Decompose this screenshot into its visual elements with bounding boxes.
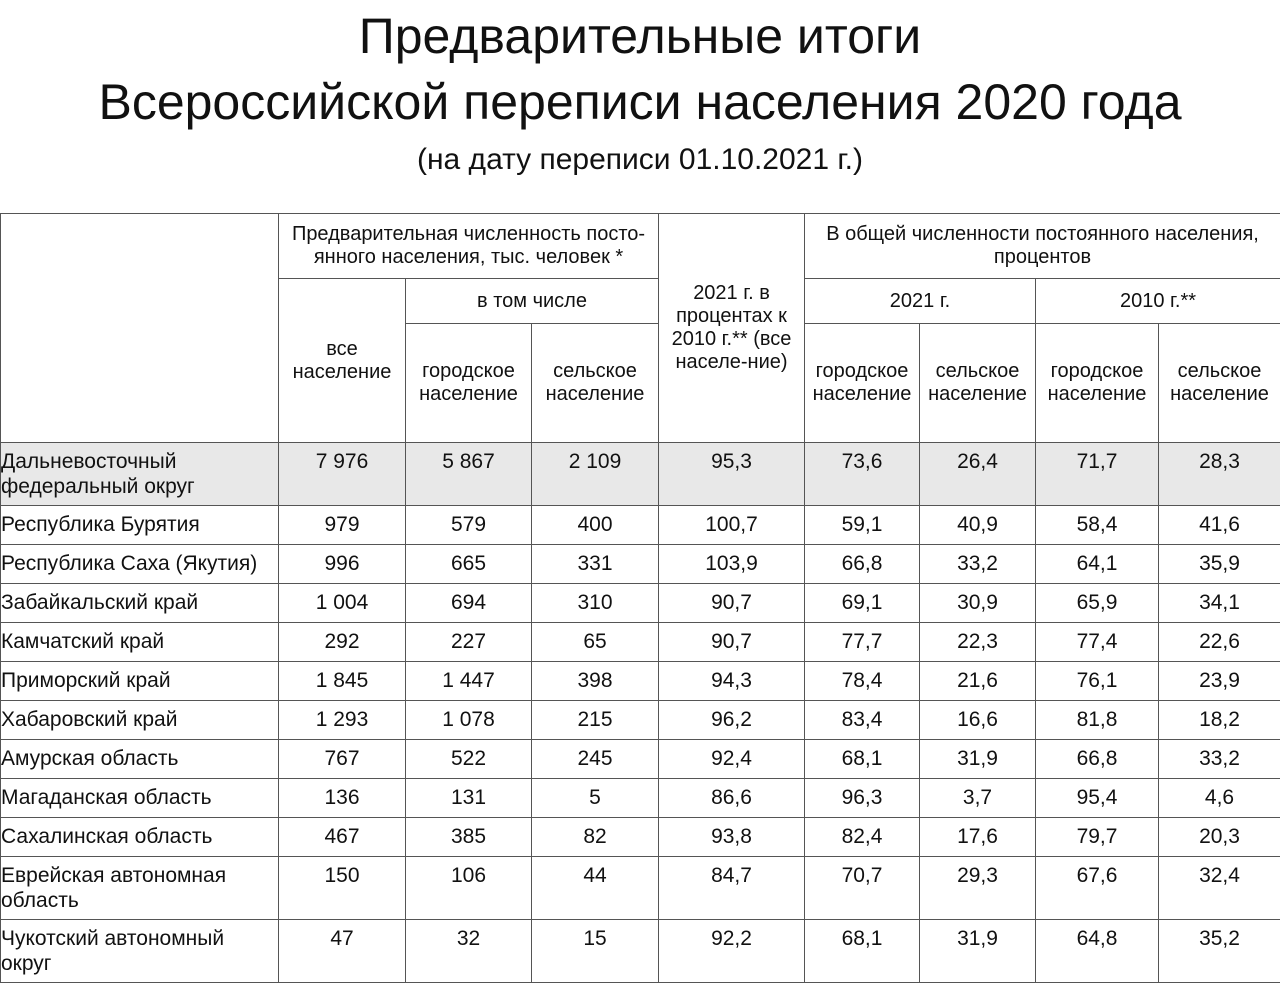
- cell-rural-2010: 35,9: [1159, 545, 1280, 584]
- cell-urban-2021: 73,6: [805, 443, 920, 506]
- region-name: Амурская область: [1, 740, 279, 779]
- cell-pct: 100,7: [659, 506, 805, 545]
- table-row: [1, 920, 1280, 983]
- table-row: [1, 545, 1280, 584]
- cell-rural-2010: 22,6: [1159, 623, 1280, 662]
- cell-urban-2021: 68,1: [805, 920, 920, 983]
- cell-pct: 93,8: [659, 818, 805, 857]
- cell-pct: 90,7: [659, 623, 805, 662]
- cell-pct: 103,9: [659, 545, 805, 584]
- cell-urban-2021: 70,7: [805, 857, 920, 920]
- cell-all: 136: [279, 779, 406, 818]
- table-row: [1, 779, 1280, 818]
- cell-all: 996: [279, 545, 406, 584]
- cell-urban: 665: [406, 545, 532, 584]
- cell-pct: 90,7: [659, 584, 805, 623]
- cell-urban-2021: 69,1: [805, 584, 920, 623]
- header-all-population: все население: [279, 279, 406, 443]
- region-name: Дальневосточный федеральный округ: [1, 443, 279, 506]
- cell-rural: 215: [532, 701, 659, 740]
- header-share-group: В общей численности постоянного населения, процентов: [805, 214, 1280, 279]
- header-urban: городское население: [406, 324, 532, 443]
- region-name: Сахалинская область: [1, 818, 279, 857]
- cell-rural-2021: 16,6: [920, 701, 1036, 740]
- cell-urban: 227: [406, 623, 532, 662]
- cell-pct: 86,6: [659, 779, 805, 818]
- table-row: [1, 584, 1280, 623]
- cell-rural-2021: 26,4: [920, 443, 1036, 506]
- cell-urban-2010: 71,7: [1036, 443, 1159, 506]
- header-year-2010: 2010 г.**: [1036, 279, 1280, 324]
- region-name: Забайкальский край: [1, 584, 279, 623]
- cell-rural-2021: 30,9: [920, 584, 1036, 623]
- region-name: Республика Саха (Якутия): [1, 545, 279, 584]
- cell-rural: 310: [532, 584, 659, 623]
- cell-rural: 44: [532, 857, 659, 920]
- region-name: Чукотский автономный округ: [1, 920, 279, 983]
- cell-urban: 1 078: [406, 701, 532, 740]
- table-row: [1, 443, 1280, 506]
- cell-urban-2010: 76,1: [1036, 662, 1159, 701]
- cell-all: 1 845: [279, 662, 406, 701]
- header-rural: сельское население: [532, 324, 659, 443]
- cell-rural: 65: [532, 623, 659, 662]
- table-row: [1, 740, 1280, 779]
- cell-rural-2021: 22,3: [920, 623, 1036, 662]
- region-name: Камчатский край: [1, 623, 279, 662]
- table-header: [1, 214, 1280, 443]
- cell-all: 47: [279, 920, 406, 983]
- cell-rural-2021: 40,9: [920, 506, 1036, 545]
- cell-rural-2021: 31,9: [920, 740, 1036, 779]
- cell-urban: 579: [406, 506, 532, 545]
- cell-rural: 5: [532, 779, 659, 818]
- cell-rural: 15: [532, 920, 659, 983]
- table-row: [1, 623, 1280, 662]
- cell-pct: 94,3: [659, 662, 805, 701]
- table-row: [1, 701, 1280, 740]
- cell-urban-2010: 67,6: [1036, 857, 1159, 920]
- cell-rural-2010: 28,3: [1159, 443, 1280, 506]
- cell-rural-2010: 35,2: [1159, 920, 1280, 983]
- page-title-line-1: Предварительные итоги: [0, 6, 1280, 66]
- table-row: [1, 818, 1280, 857]
- cell-urban: 131: [406, 779, 532, 818]
- cell-rural: 82: [532, 818, 659, 857]
- table-row: [1, 857, 1280, 920]
- header-urban-2010: городское население: [1036, 324, 1159, 443]
- cell-rural-2021: 17,6: [920, 818, 1036, 857]
- cell-pct: 96,2: [659, 701, 805, 740]
- cell-urban-2021: 59,1: [805, 506, 920, 545]
- header-rural-2021: сельское население: [920, 324, 1036, 443]
- cell-urban-2021: 78,4: [805, 662, 920, 701]
- region-name: Магаданская область: [1, 779, 279, 818]
- region-name: Еврейская автономная область: [1, 857, 279, 920]
- cell-rural-2010: 18,2: [1159, 701, 1280, 740]
- cell-all: 7 976: [279, 443, 406, 506]
- header-rural-2010: сельское население: [1159, 324, 1280, 443]
- cell-rural-2010: 20,3: [1159, 818, 1280, 857]
- cell-rural: 398: [532, 662, 659, 701]
- cell-rural-2010: 32,4: [1159, 857, 1280, 920]
- cell-urban: 385: [406, 818, 532, 857]
- cell-all: 767: [279, 740, 406, 779]
- cell-rural-2010: 41,6: [1159, 506, 1280, 545]
- cell-rural: 331: [532, 545, 659, 584]
- cell-rural: 2 109: [532, 443, 659, 506]
- cell-rural-2021: 21,6: [920, 662, 1036, 701]
- region-name: Хабаровский край: [1, 701, 279, 740]
- census-table: [0, 213, 1280, 983]
- cell-urban: 1 447: [406, 662, 532, 701]
- cell-urban-2010: 64,8: [1036, 920, 1159, 983]
- header-pct-2010: 2021 г. в процентах к 2010 г.** (все населе-ние): [659, 214, 805, 443]
- cell-urban-2021: 77,7: [805, 623, 920, 662]
- cell-rural: 400: [532, 506, 659, 545]
- cell-urban-2021: 82,4: [805, 818, 920, 857]
- page-subtitle: (на дату переписи 01.10.2021 г.): [0, 140, 1280, 180]
- cell-pct: 95,3: [659, 443, 805, 506]
- cell-all: 1 004: [279, 584, 406, 623]
- cell-rural-2010: 34,1: [1159, 584, 1280, 623]
- cell-urban-2010: 77,4: [1036, 623, 1159, 662]
- cell-all: 467: [279, 818, 406, 857]
- cell-urban-2021: 96,3: [805, 779, 920, 818]
- cell-all: 1 293: [279, 701, 406, 740]
- cell-urban-2021: 83,4: [805, 701, 920, 740]
- cell-rural-2021: 33,2: [920, 545, 1036, 584]
- cell-urban-2010: 58,4: [1036, 506, 1159, 545]
- region-name: Республика Бурятия: [1, 506, 279, 545]
- cell-urban-2010: 66,8: [1036, 740, 1159, 779]
- header-including: в том числе: [406, 279, 659, 324]
- cell-urban-2021: 66,8: [805, 545, 920, 584]
- cell-rural-2021: 29,3: [920, 857, 1036, 920]
- page-title-line-2: Всероссийской переписи населения 2020 года: [0, 72, 1280, 132]
- header-year-2021: 2021 г.: [805, 279, 1036, 324]
- cell-urban-2021: 68,1: [805, 740, 920, 779]
- cell-pct: 84,7: [659, 857, 805, 920]
- header-region-cell: [1, 214, 279, 443]
- cell-rural-2010: 23,9: [1159, 662, 1280, 701]
- cell-urban: 522: [406, 740, 532, 779]
- cell-urban: 106: [406, 857, 532, 920]
- cell-urban-2010: 95,4: [1036, 779, 1159, 818]
- cell-all: 292: [279, 623, 406, 662]
- cell-urban: 32: [406, 920, 532, 983]
- cell-rural-2010: 4,6: [1159, 779, 1280, 818]
- cell-urban-2010: 79,7: [1036, 818, 1159, 857]
- cell-urban-2010: 81,8: [1036, 701, 1159, 740]
- cell-urban: 5 867: [406, 443, 532, 506]
- header-population-group: Предварительная численность посто-янного населения, тыс. человек *: [279, 214, 659, 279]
- region-name: Приморский край: [1, 662, 279, 701]
- header-urban-2021: городское население: [805, 324, 920, 443]
- cell-rural-2010: 33,2: [1159, 740, 1280, 779]
- cell-all: 979: [279, 506, 406, 545]
- table-body: [1, 443, 1280, 983]
- cell-urban-2010: 64,1: [1036, 545, 1159, 584]
- cell-all: 150: [279, 857, 406, 920]
- cell-rural: 245: [532, 740, 659, 779]
- cell-pct: 92,4: [659, 740, 805, 779]
- cell-pct: 92,2: [659, 920, 805, 983]
- table-row: [1, 662, 1280, 701]
- cell-rural-2021: 31,9: [920, 920, 1036, 983]
- cell-urban: 694: [406, 584, 532, 623]
- cell-urban-2010: 65,9: [1036, 584, 1159, 623]
- table-row: [1, 506, 1280, 545]
- cell-rural-2021: 3,7: [920, 779, 1036, 818]
